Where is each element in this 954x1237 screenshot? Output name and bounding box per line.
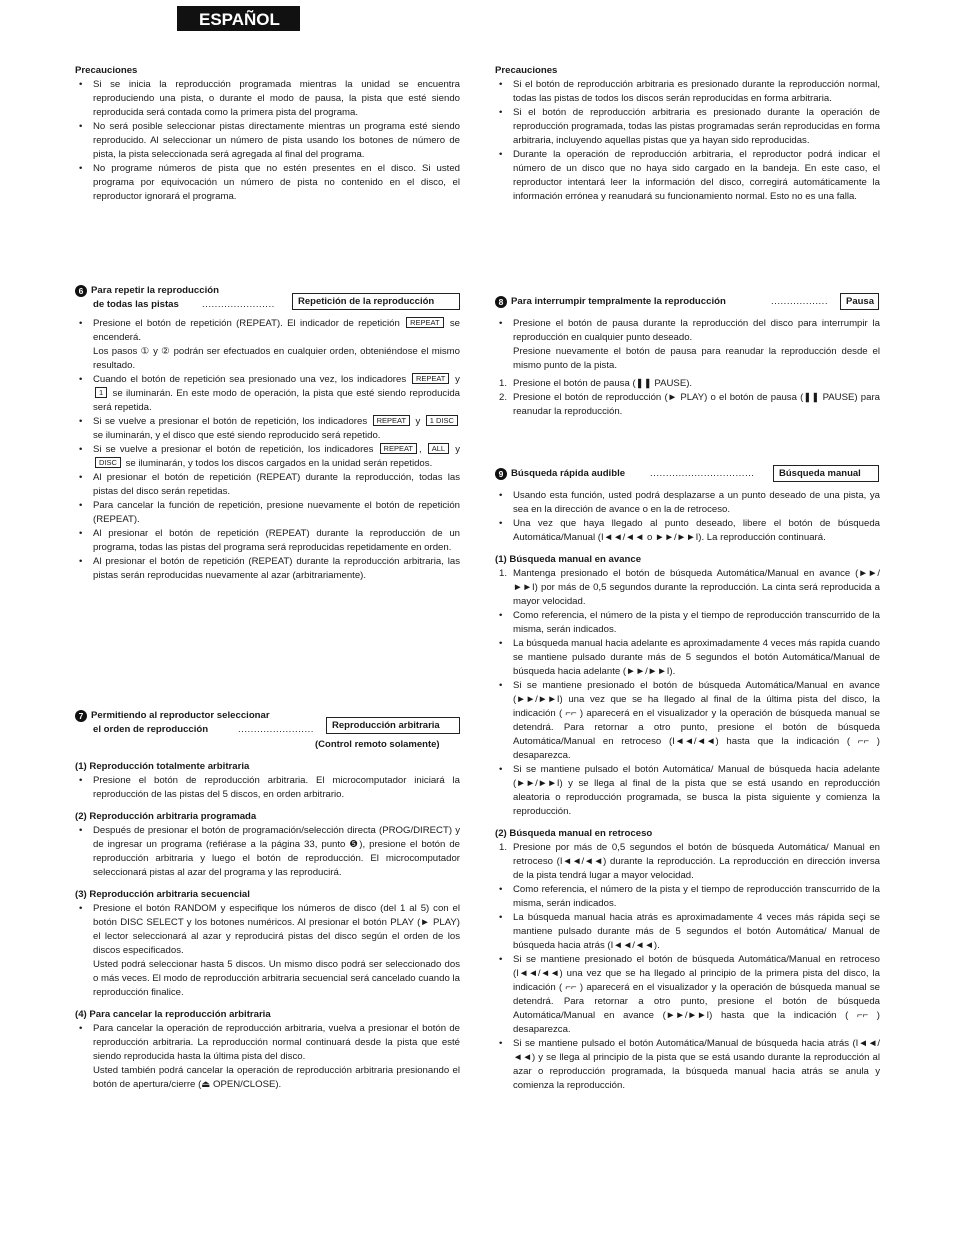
section-title: Para interrumpir tempralmente la reproducción: [511, 296, 726, 307]
list-item: • Después de presionar el botón de programación/selección directa (PROG/DIRECT) y de ingresar un programa (refiérase a la página 33, punto ❺), presione el botón de reproducción arbitraria y luego el botón de reproducción. El microcomputador seleccionará pistas al azar del programa y las reproducirá.: [75, 824, 460, 880]
list-item: • Durante la operación de reproducción arbitraria, el reproductor podrá indicar el número de un disco que no haya sido cargado en la bandeja. En este caso, el reproductor intentará leer la información del disco, corregirá automáticamente la información errónea y reanudará su funcionamiento normal. Esto no es una falla.: [495, 148, 880, 204]
indicator-box: DISC: [95, 457, 121, 468]
subsection-title: (1) Reproducción totalmente arbitraria: [75, 761, 250, 772]
leader-dots: ..................: [771, 296, 828, 307]
list-item: • Presione el botón de reproducción arbitraria. El microcomputador iniciará la reproducción de las pistas del 5 discos, en orden arbitrario.: [75, 774, 460, 802]
section-number: 9: [495, 468, 507, 480]
list-item: • La búsqueda manual hacia atrás es aproximadamente 4 veces más rápida seçi se mantiene pulsado durante más de 5 segundos el botón Automática/ Manual de búsqueda hacia atrás (I◄◄/◄◄).: [495, 911, 880, 953]
section-9-body: [495, 489, 880, 1093]
section-label: Repetición de la reproducción: [292, 293, 460, 310]
list-item: • No programe números de pista que no estén presentes en el disco. Si usted programa por equivocación un número de pista no contenido en el disco, el reproductor ignorará el programa.: [75, 162, 460, 204]
list-item: • Al presionar el botón de repetición (REPEAT) durante la reproducción de un programa, todas las pistas del programa será reproducidas repetidamente en orden.: [75, 527, 460, 555]
indicator-box: 1: [95, 387, 107, 398]
section-number: 8: [495, 296, 507, 308]
leader-dots: ........................: [238, 724, 314, 735]
step-item: 2. Presione el botón de reproducción (► PLAY) o el botón de pausa (❚❚ PAUSE) para reanudar la reproducción.: [499, 392, 880, 417]
section-label: Búsqueda manual: [773, 465, 879, 482]
list-item: • Cuando el botón de repetición sea presionado una vez, los indicadores REPEAT y 1 se iluminarán. En este modo de operación, la pista que esté siendo reproducida será repetida.: [75, 373, 460, 415]
section-number: 7: [75, 710, 87, 722]
list-item: • Presione el botón RANDOM y especifique los números de disco (del 1 al 5) con el botón DISC SELECT y los botones numéricos. Al presionar el botón PLAY (► PLAY) el lector seleccionará al azar y reproducirá pistas del disco según el orden de los discos especificados. Usted podrá seleccionar hasta 5 discos. Un mismo disco podrá ser seleccionado dos o más veces. El modo de reproducción arbitraria secuencial será cancelado cuando la reproducción finalice.: [75, 902, 460, 1000]
indicator-box: 1 DISC: [426, 415, 458, 426]
language-tab: ESPAÑOL: [177, 6, 300, 31]
step-item: 1. Presione el botón de pausa (❚❚ PAUSE).: [499, 378, 693, 389]
list-item: • Si se inicia la reproducción programada mientras la unidad se encuentra reproduciendo una pista, o durante el modo de pausa, la pista que esté siendo reproducida será contada como la primera pista del programa.: [75, 78, 460, 120]
list-item: • Si el botón de reproducción arbitraria es presionado durante la reproducción normal, todas las pistas de todos los discos serán reproducidas en forma arbitraria.: [495, 78, 880, 106]
list-item: • Si se vuelve a presionar el botón de repetición, los indicadores REPEAT y 1 DISC se iluminarán, y el disco que esté siendo reproducido será repetido.: [75, 415, 460, 443]
list-item: • Como referencia, el número de la pista y el tiempo de reproducción transcurrido de la misma, serán indicados.: [495, 883, 880, 911]
section-7-heading: [75, 709, 460, 755]
list-item: • Si se mantiene presionado el botón de búsqueda Automática/Manual en retroceso (I◄◄/◄◄) una vez que se ha llegado al principio de la primera pista del disco, la indicación ( ⌐⌐ ) aparecerá en el visualizador y la operación de búsqueda manual se detendrá. Para retornar a otro punto, presione el botón de búsqueda Automática/Manual en avance (►►/►►I) hasta que la indicación ( ⌐⌐ ) desaparezca.: [495, 953, 880, 1037]
indicator-box: ALL: [428, 443, 449, 454]
subsection-title: (2) Reproducción arbitraria programada: [75, 811, 257, 822]
subsection-title: (1) Búsqueda manual en avance: [495, 554, 642, 565]
list-item: • Presione el botón de repetición (REPEAT). El indicador de repetición REPEAT se encenderá. Los pasos ① y ② podrán ser efectuados en cualquier orden, obteniéndose el mismo resultado.: [75, 317, 460, 373]
right-precautions: [495, 64, 880, 204]
list-item: • Una vez que haya llegado al punto deseado, libere el botón de búsqueda Automática/Manual (I◄◄/◄◄ o ►►/►►I). La reproducción continuará.: [495, 517, 880, 545]
list-item: • Si se mantiene pulsado el botón Automática/Manual de búsqueda hacia atrás (I◄◄/◄◄) y se llega al principio de la pista que se está usando durante la reproducción al azar o reproducción programada, la búsqueda manual hacia atrás se anula y comienza la reproducción.: [495, 1037, 880, 1093]
subsection-title: (2) Búsqueda manual en retroceso: [495, 828, 653, 839]
indicator-box: REPEAT: [412, 373, 449, 384]
section-title-line1: Permitiendo al reproductor seleccionar: [91, 710, 270, 721]
list-item: • Si se vuelve a presionar el botón de repetición, los indicadores REPEAT , ALL y DISC se iluminarán, y todos los discos cargados en la unidad serán repetidos.: [75, 443, 460, 471]
leader-dots: .......................: [202, 299, 275, 310]
list-item: • Para cancelar la función de repetición, presione nuevamente el botón de repetición (REPEAT).: [75, 499, 460, 527]
list-item: • Si se mantiene presionado el botón de búsqueda Automática/Manual en avance (►►/►►I) una vez que se ha llegado al final de la última pista del disco, la indicación ( ⌐⌐ ) aparecerá en el visualizador y la operación de búsqueda manual se detendrá. Para retornar a otro punto, presione el botón de búsqueda Automática/Manual en retroceso (I◄◄/◄◄) hasta que la indicación ( ⌐⌐ ) desaparezca.: [495, 679, 880, 763]
section-title-line1: Para repetir la reproducción: [91, 285, 219, 296]
section-8-body: [495, 317, 880, 419]
list-item: • Para cancelar la operación de reproducción arbitraria, vuelva a presionar el botón de reproducción arbitraria. La reproducción normal continuará desde la pista que esté siendo reproducida hasta la última pista del disco. Usted también podrá cancelar la operación de reproducción arbitraria presionando el botón de apertura/cierre (⏏ OPEN/CLOSE).: [75, 1022, 460, 1092]
list-item: • La búsqueda manual hacia adelante es aproximadamente 4 veces más rapida cuando se mantiene pulsado durante más de 5 segundos el botón Automática/Manual de búsqueda hacia adelante (►►/►►I).: [495, 637, 880, 679]
indicator-box: REPEAT: [380, 443, 417, 454]
section-title-line2: el orden de reproducción: [93, 724, 209, 735]
subsection-title: (3) Reproducción arbitraria secuencial: [75, 889, 250, 900]
step-item: 1. Mantenga presionado el botón de búsqueda Automática/Manual en avance (►►/►►I) por más de 0,5 segundos durante la reproducción. La cinta será reproducida a mayor velocidad.: [499, 568, 880, 607]
section-title-line2: de todas las pistas: [93, 299, 179, 310]
section-7-body: [75, 760, 460, 1092]
section-label: Reproducción arbitraria: [326, 717, 460, 734]
section-6-body: [75, 317, 460, 583]
section-label: Pausa: [840, 293, 879, 310]
section-8-heading: [495, 295, 880, 313]
section-6-heading: [75, 284, 460, 314]
list-item: • Usando esta función, usted podrá desplazarse a un punto deseado de una pista, ya sea en la dirección de avance o en la de retroceso.: [495, 489, 880, 517]
remote-only-note: (Control remoto solamente): [315, 739, 440, 750]
leader-dots: .................................: [650, 468, 755, 479]
precautions-title: Precauciones: [75, 65, 138, 76]
precautions-list: [75, 78, 460, 204]
list-item: • Si el botón de reproducción arbitraria es presionado durante la operación de reproducción programada, todas las pistas programadas serán reproducidas en forma arbitraria, incluyendo aquellas pistas que ya hayan sido reproducidas.: [495, 106, 880, 148]
indicator-box: REPEAT: [373, 415, 410, 426]
list-item: • No será posible seleccionar pistas directamente mientras un programa esté siendo reproducido. Al seleccionar un número de pista usando los botones de número de pista, la pista seleccionada será agregada al final del programa.: [75, 120, 460, 162]
section-title: Búsqueda rápida audible: [511, 468, 626, 479]
list-item: • Al presionar el botón de repetición (REPEAT) durante la reproducción arbitraria, las pistas serán reproducidas nuevamente al azar (arbitrariamente).: [75, 555, 460, 583]
precautions-title: Precauciones: [495, 65, 558, 76]
subsection-title: (4) Para cancelar la reproducción arbitraria: [75, 1009, 271, 1020]
left-precautions: [75, 64, 460, 204]
indicator-box: REPEAT: [406, 317, 443, 328]
list-item: • Al presionar el botón de repetición (REPEAT) durante la reproducción, todas las pistas del disco serán repetidas.: [75, 471, 460, 499]
list-item: • Si se mantiene pulsado el botón Automática/ Manual de búsqueda hacia adelante (►►/►►I) y se llega al final de la pista que se está usando en reproducción aleatoria o reproducción programada, se busca la pista siguiente y comienza la reproducción.: [495, 763, 880, 819]
section-number: 6: [75, 285, 87, 297]
list-item: • Presione el botón de pausa durante la reproducción del disco para interrumpir la reproducción en cualquier punto deseado. Presione nuevamente el botón de pausa para reanudar la reproducción desde el mismo punto de la pista.: [495, 317, 880, 373]
section-9-heading: [495, 467, 880, 485]
step-item: 1. Presione por más de 0,5 segundos el botón de búsqueda Automática/ Manual en retroceso (I◄◄/◄◄) durante la reproducción. La reproducción en dirección inversa de la pista tendrá lugar a mayor velocidad.: [499, 842, 880, 881]
list-item: • Como referencia, el número de la pista y el tiempo de reproducción transcurrido de la misma, serán indicados.: [495, 609, 880, 637]
